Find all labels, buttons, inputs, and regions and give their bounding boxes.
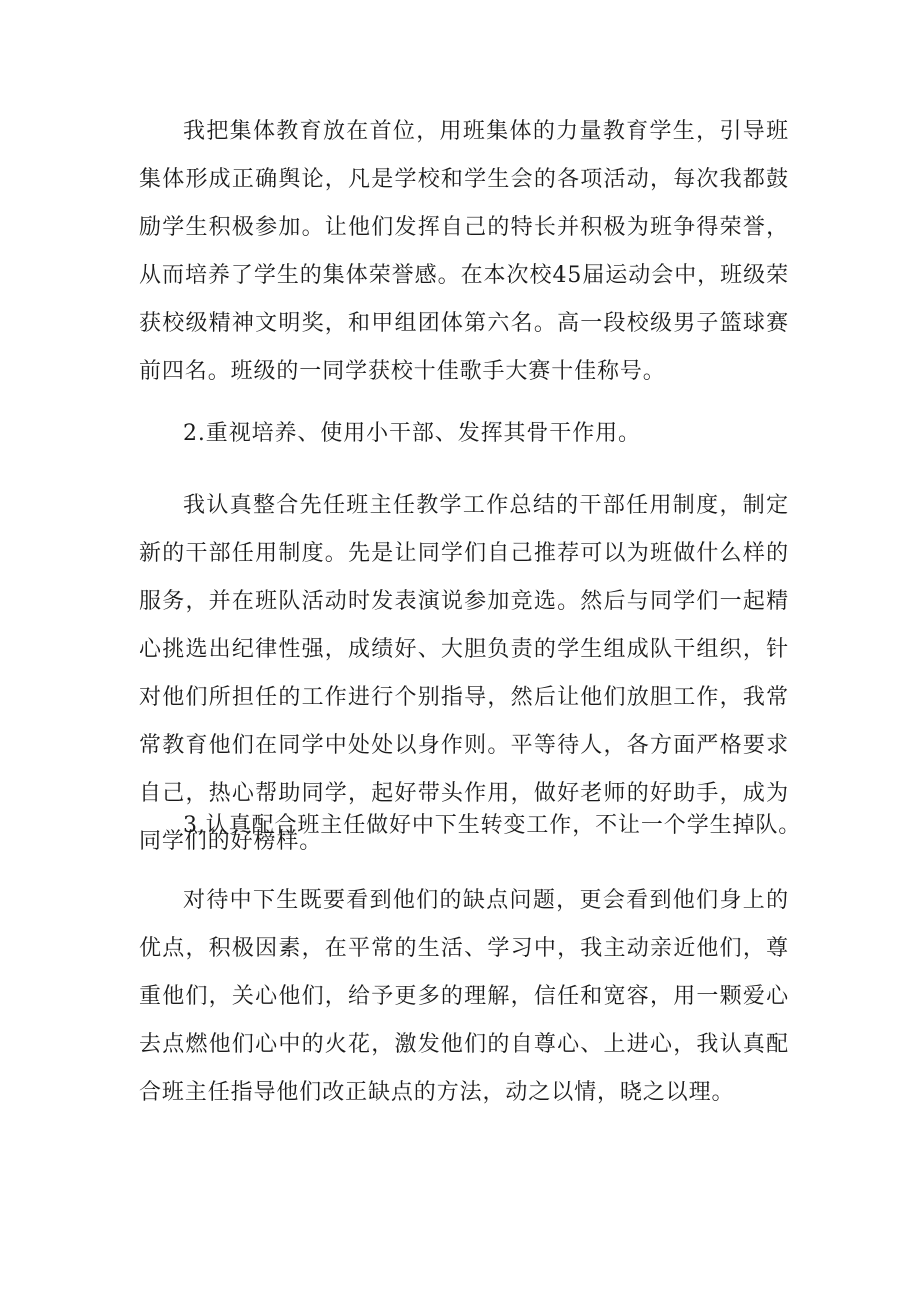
- section-heading-2: 2.重视培养、使用小干部、发挥其骨干作用。: [183, 421, 641, 446]
- paragraph-collective-education: 我把集体教育放在首位，用班集体的力量教育学生，引导班集体形成正确舆论，凡是学校和学生会的各项活动，每次我都鼓励学生积极参加。让他们发挥自己的特长并积极为班争得荣誉，从而培养了学生的集体荣誉感。在本次校45届运动会中，班级荣获校级精神文明奖，和甲组团体第六名。高一段校级男子篮球赛前四名。班级的一同学获校十佳歌手大赛十佳称号。: [139, 119, 789, 384]
- section-heading-3: 3,认真配合班主任做好中下生转变工作，不让一个学生掉队。: [183, 813, 802, 838]
- paragraph-class-cadres: 我认真整合先任班主任教学工作总结的干部任用制度，制定新的干部任用制度。先是让同学们自己推荐可以为班做什么样的服务，并在班队活动时发表演说参加竞选。然后与同学们一起精心挑选出纪律性强，成绩好、大胆负责的学生组成队干组织，针对他们所担任的工作进行个别指导，然后让他们放胆工作，我常常教育他们在同学中处处以身作则。平等待人，各方面严格要求自己，热心帮助同学，起好带头作用，做好老师的好助手，成为同学们的好榜样。: [139, 493, 789, 854]
- paragraph-struggling-students: 对待中下生既要看到他们的缺点问题，更会看到他们身上的优点，积极因素，在平常的生活、学习中，我主动亲近他们，尊重他们，关心他们，给予更多的理解，信任和宽容，用一颗爱心去点燃他们心中的火花，激发他们的自尊心、上进心，我认真配合班主任指导他们改正缺点的方法，动之以情，晓之以理。: [139, 888, 789, 1105]
